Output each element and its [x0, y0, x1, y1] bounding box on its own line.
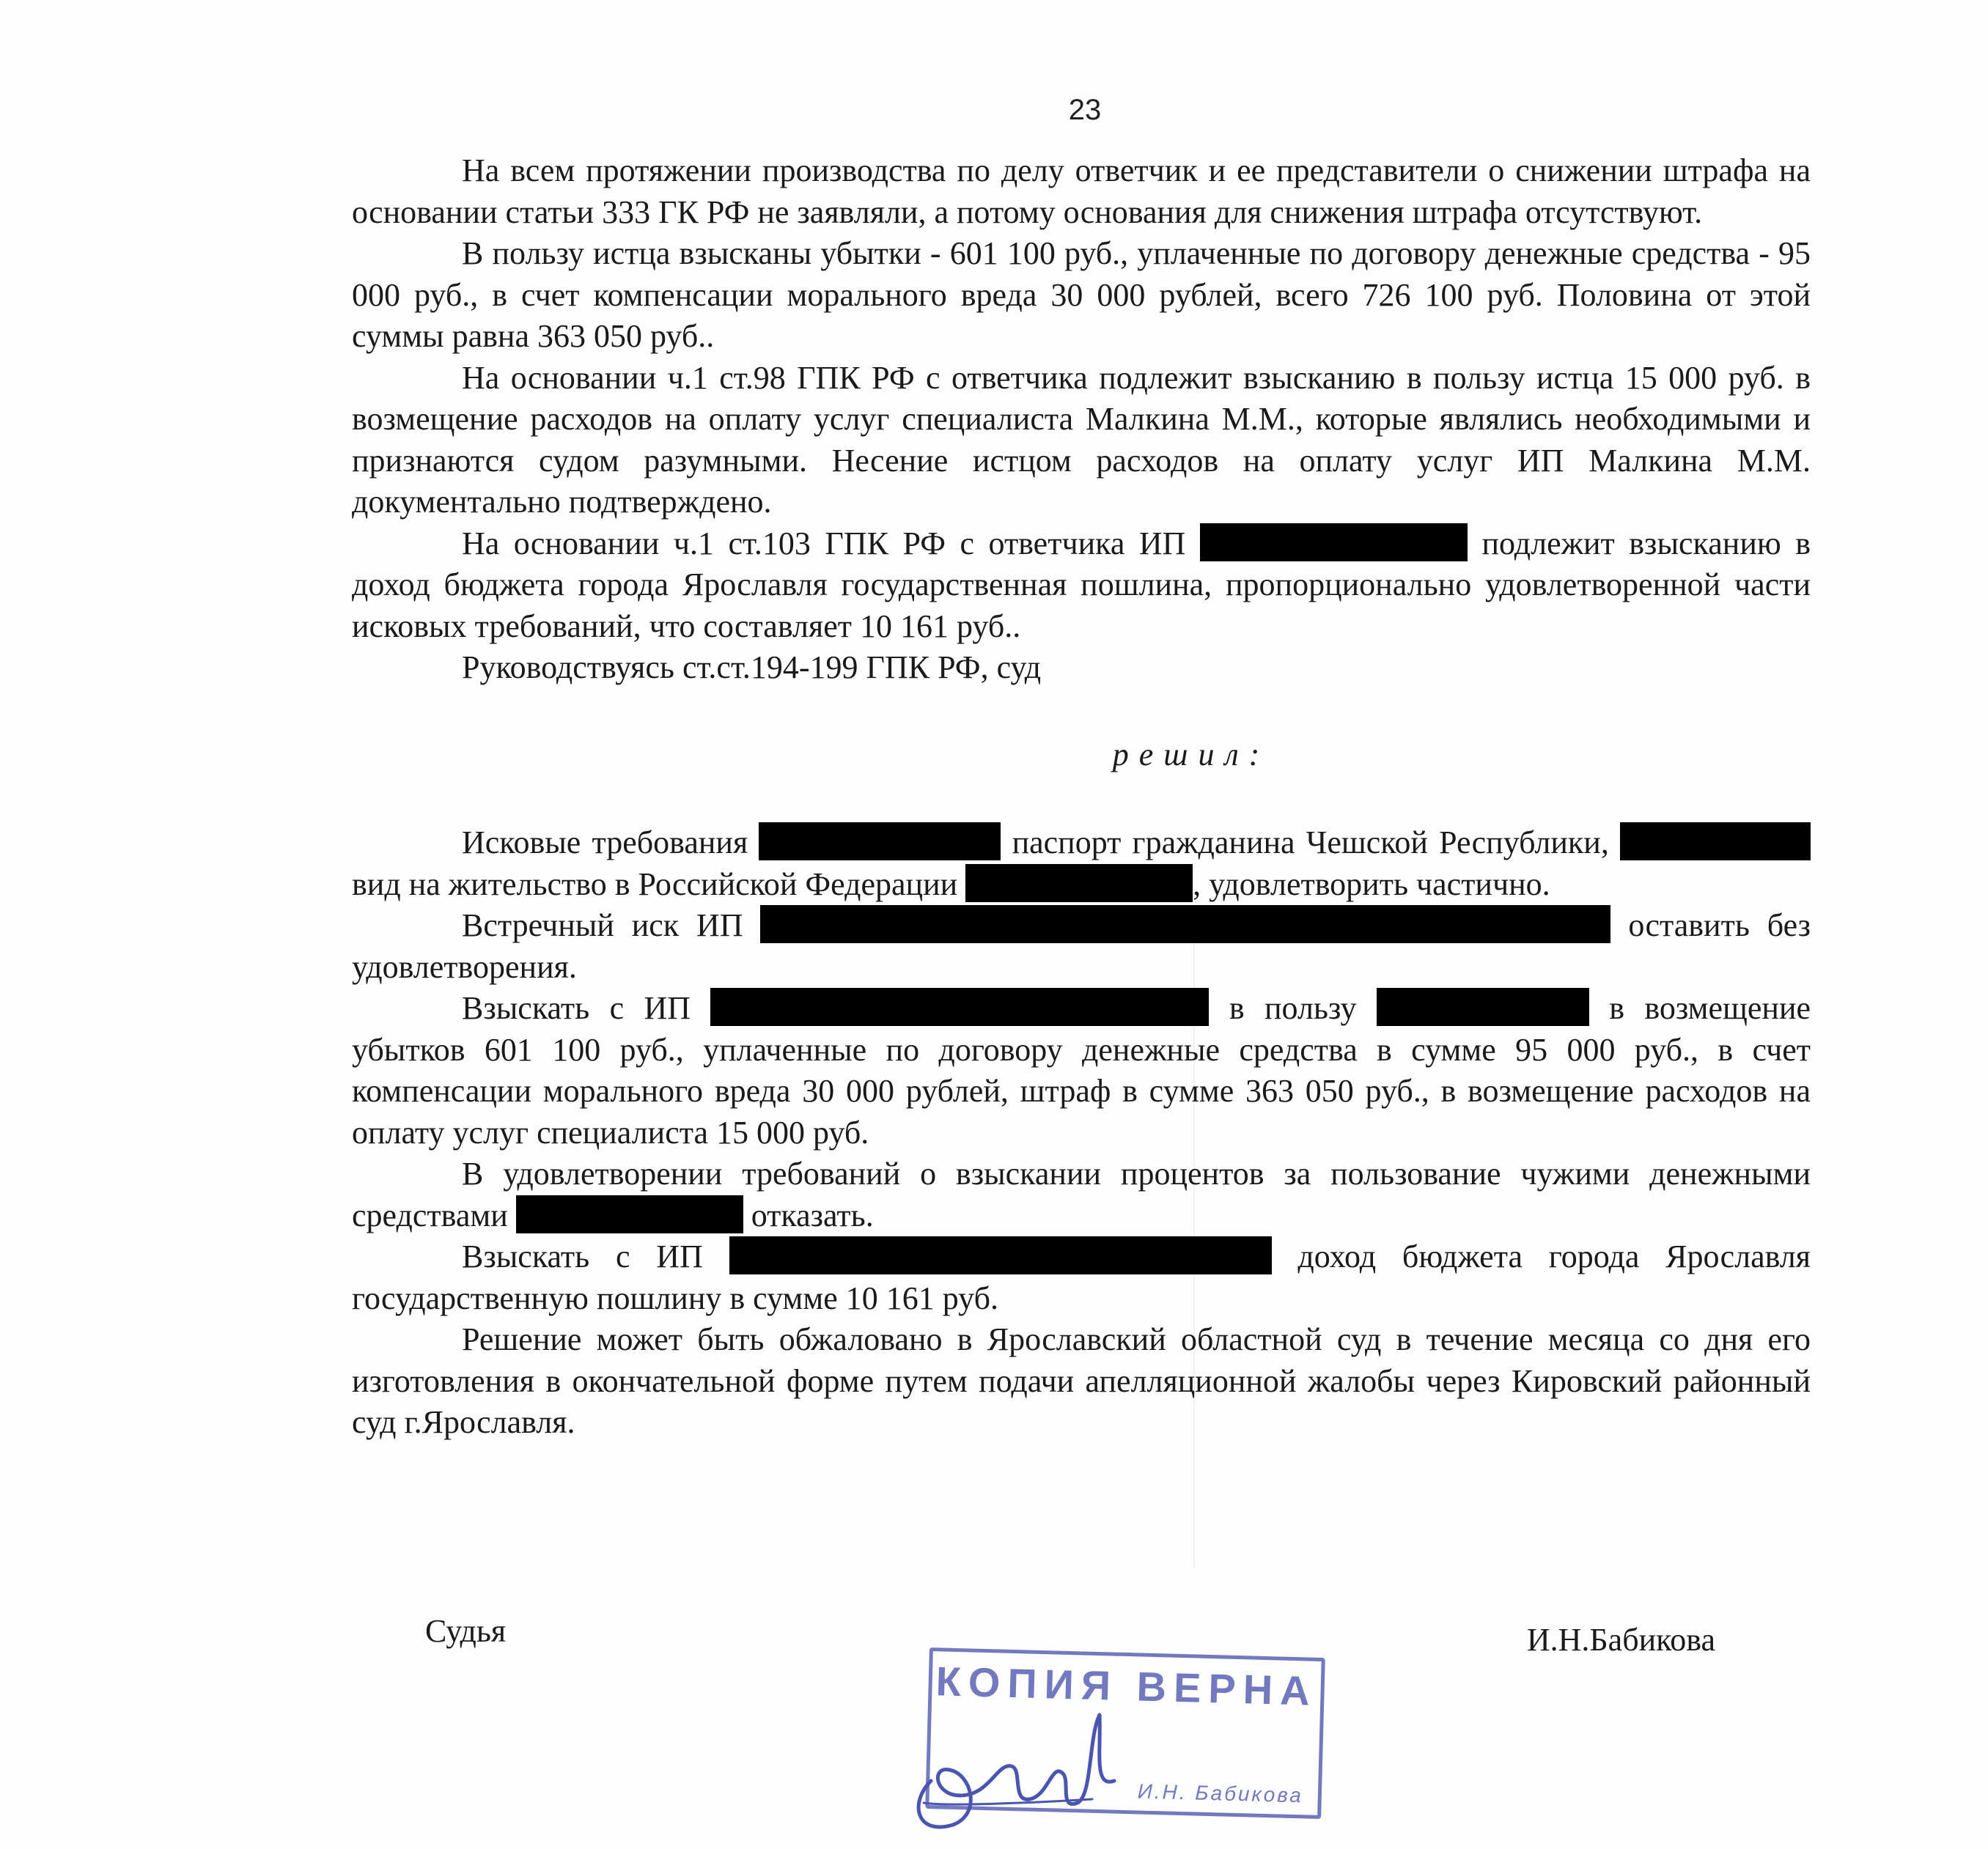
paragraph-penalty: На всем протяжении производства по делу ответчик и ее представители о снижении штрафа на основании статьи 333 ГК РФ не заявляли, а потому основания для снижения штрафа отсутствуют.	[352, 152, 1811, 230]
decision-state-duty	[352, 1236, 1811, 1319]
paragraph-state-duty	[352, 523, 1811, 648]
redaction-block	[760, 905, 1610, 943]
decision-claims	[352, 822, 1811, 905]
document-body	[352, 150, 1811, 1444]
handwritten-signature	[902, 1693, 1122, 1839]
stamp-title: КОПИЯ ВЕРНА	[935, 1658, 1318, 1714]
redaction-block	[965, 864, 1193, 902]
redaction-block	[1200, 523, 1468, 561]
judge-title: Судья	[425, 1613, 507, 1649]
page-number: 23	[1068, 94, 1102, 126]
decision-claims-text-d: , удовлетворить частично.	[1193, 866, 1550, 902]
redaction-block	[516, 1195, 743, 1233]
decision-recover-text-a: Взыскать с ИП	[462, 990, 691, 1026]
stamp-name: И.Н. Бабикова	[1137, 1779, 1304, 1807]
paragraph-guided-by: Руководствуясь ст.ст.194-199 ГПК РФ, суд	[462, 649, 1042, 685]
decision-claims-text-b: паспорт гражданина Чешской Республики,	[1012, 824, 1609, 860]
decision-recover-text-c: в возмещение убытков 601 100 руб., уплаченные по договору денежные средства в сумме 95 000 руб., в счет компенсации морального вреда 30 000 рублей, штраф в сумме 363 050 руб., в возмещение расходов на оплату услуг специалиста 15 000 руб.	[352, 990, 1811, 1151]
paragraph-damages: В пользу истца взысканы убытки - 601 100 руб., уплаченные по договору денежные средства - 95 000 руб., в счет компенсации морального вреда 30 000 рублей, всего 726 100 руб. Половина от этой суммы равна 363 050 руб..	[352, 235, 1811, 354]
decision-counterclaim-text-a: Встречный иск ИП	[462, 907, 743, 943]
decision-interest-text-b: отказать.	[751, 1197, 874, 1233]
decision-counterclaim-text-b: оставить без удовлетворения.	[352, 907, 1811, 985]
decision-claims-text-a: Исковые требования	[462, 824, 748, 860]
redaction-block	[710, 988, 1209, 1026]
judge-name: И.Н.Бабикова	[1526, 1622, 1715, 1658]
decision-appeal: Решение может быть обжаловано в Ярославский областной суд в течение месяца со дня его изготовления в окончательной форме путем подачи апелляционной жалобы через Кировский районный суд г.Ярославля.	[352, 1321, 1811, 1440]
redaction-block	[1620, 822, 1811, 860]
redaction-block	[759, 822, 1001, 860]
decision-counterclaim	[352, 905, 1811, 988]
resolution-heading: решил:	[1112, 736, 1270, 772]
redaction-block	[729, 1236, 1272, 1274]
decision-interest-denied	[352, 1154, 1811, 1236]
state-duty-text-end: подлежит взысканию в доход бюджета города Ярославля государственная пошлина, пропорционально удовлетворенной части исковых требований, что составляет 10 161 руб..	[352, 525, 1811, 644]
decision-recover-damages	[352, 988, 1811, 1154]
paragraph-specialist-costs: На основании ч.1 ст.98 ГПК РФ с ответчика подлежит взысканию в пользу истца 15 000 руб. в возмещение расходов на оплату услуг специалиста Малкина М.М., которые являлись необходимыми и признаются судом разумными. Несение истцом расходов на оплату услуг ИП Малкина М.М. документально подтверждено.	[352, 359, 1811, 520]
state-duty-text-start: На основании ч.1 ст.103 ГПК РФ с ответчика ИП	[462, 525, 1186, 561]
decision-claims-text-c: вид на жительство в Российской Федерации	[352, 866, 958, 902]
decision-recover-text-b: в пользу	[1229, 990, 1357, 1026]
decision-interest-text-a: В удовлетворении требований о взыскании процентов за пользование чужими денежными средствами	[352, 1156, 1811, 1233]
redaction-block	[1377, 988, 1589, 1026]
decision-duty-text-a: Взыскать с ИП	[462, 1239, 703, 1274]
decision-duty-text-b: доход бюджета города Ярославля государственную пошлину в сумме 10 161 руб.	[352, 1239, 1811, 1316]
